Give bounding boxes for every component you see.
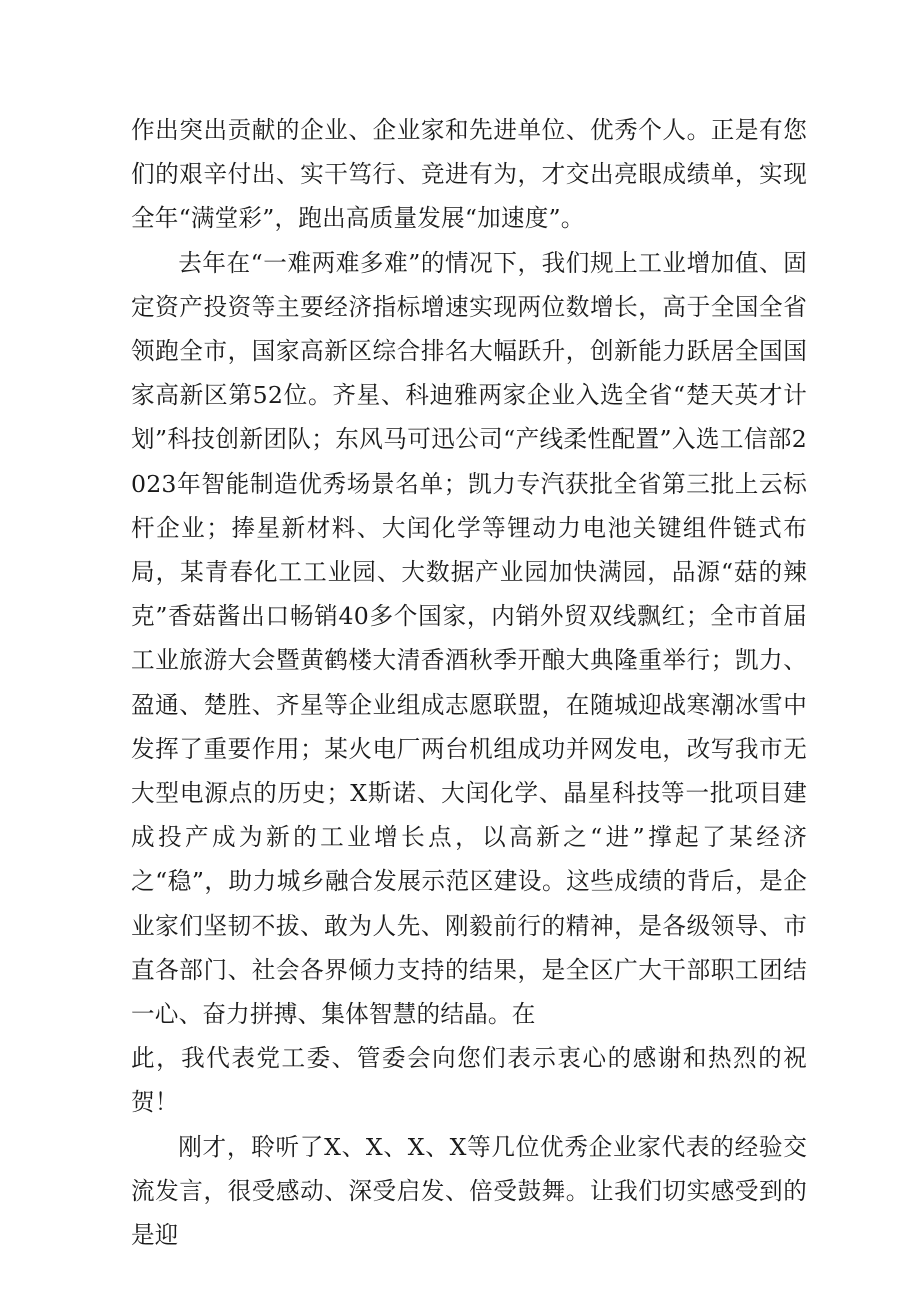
paragraph-3: 此，我代表党工委、管委会向您们表示衷心的感谢和热烈的祝贺！ xyxy=(131,1044,807,1117)
paragraph-2: 去年在“一难两难多难”的情况下，我们规上工业增加值、固定资产投资等主要经济指标增速实现两位数增长，高于全国全省领跑全市，国家高新区综合排名大幅跃升，创新能力跃居全国国家高新区第52位。齐星、科迪雅两家企业入选全省“楚天英才计划”科技创新团队；东风马可迅公司“产线柔性配置”入选工信部2023年智能制造优秀场景名单；凯力专汽获批全省第三批上云标杆企业；捧星新材料、大闰化学等锂动力电池关键组件链式布局，某青春化工工业园、大数据产业园加快满园，品源“菇的辣克”香菇酱出口畅销40多个国家，内销外贸双线飘红；全市首届工业旅游大会暨黄鹤楼大清香酒秋季开酿大典隆重举行；凯力、盈通、楚胜、齐星等企业组成志愿联盟，在随城迎战寒潮冰雪中发挥了重要作用；某火电厂两台机组成功并网发电，改写我市无大型电源点的历史；X斯诺、大闰化学、晶星科技等一批项目建成投产成为新的工业增长点，以高新之“进”撑起了某经济之“稳”，助力城乡融合发展示范区建设。这些成绩的背后，是企业家们坚韧不拔、敢为人先、刚毅前行的精神，是各级领导、市直各部门、社会各界倾力支持的结果，是全区广大干部职工团结一心、奋力拼搏、集体智慧的结晶。在 xyxy=(131,248,807,1029)
paragraph-1: 作出突出贡献的企业、企业家和先进单位、优秀个人。正是有您们的艰辛付出、实干笃行、竞进有为，才交出亮眼成绩单，实现全年“满堂彩”，跑出高质量发展“加速度”。 xyxy=(131,116,807,233)
paragraph-4: 刚才，聆听了X、X、X、X等几位优秀企业家代表的经验交流发言，很受感动、深受启发、倍受鼓舞。让我们切实感受到的是迎 xyxy=(131,1132,807,1250)
document-body xyxy=(131,108,807,1257)
